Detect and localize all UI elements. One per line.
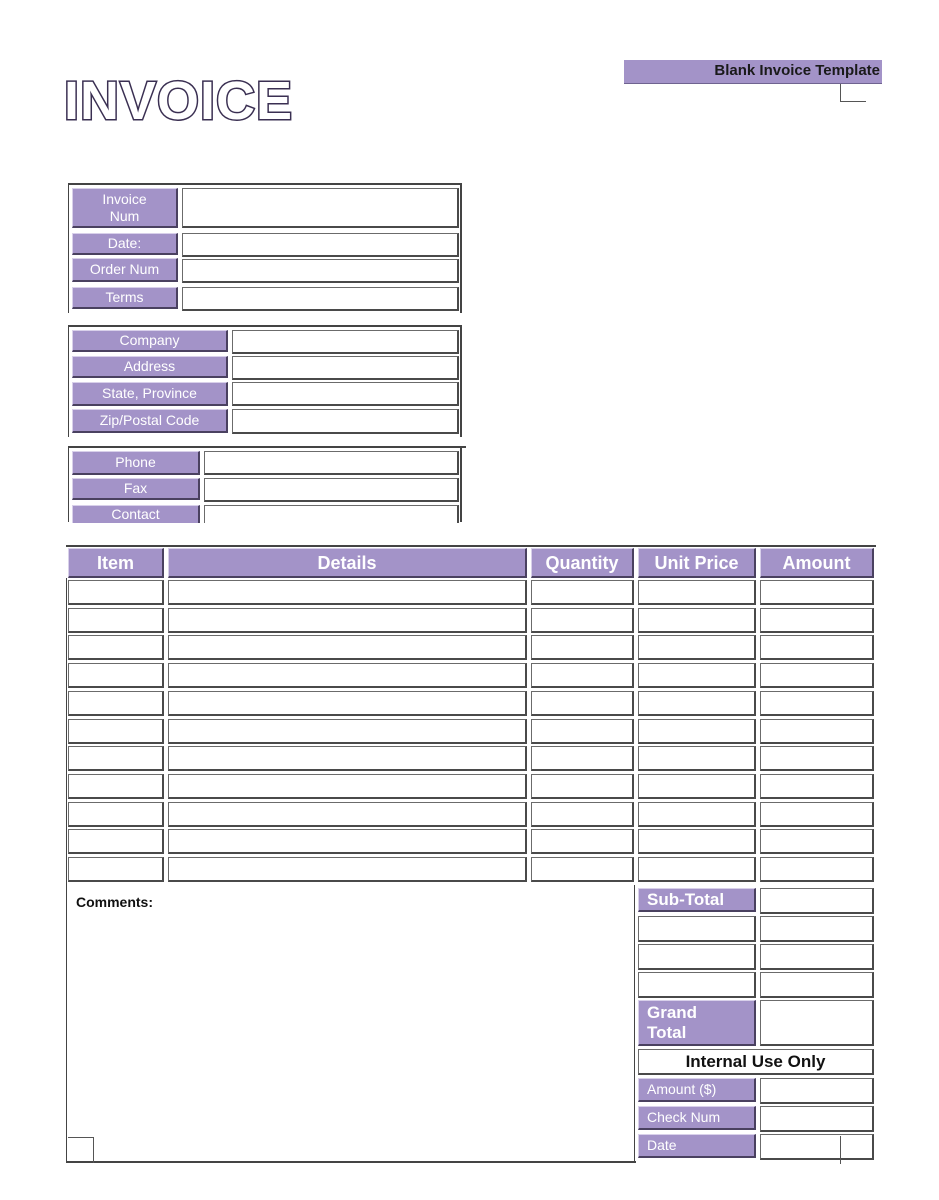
group-divider [68,446,69,522]
fax-label: Fax [72,478,200,500]
comments-bottom-border [66,1161,636,1163]
group-divider [68,325,69,437]
phone-field[interactable] [204,451,459,475]
unit-price-cell[interactable] [638,829,756,854]
amount-cell[interactable] [760,580,874,605]
company-label: Company [72,330,228,352]
details-cell[interactable] [168,857,527,882]
amount-cell[interactable] [760,746,874,771]
amount-cell[interactable] [760,608,874,633]
group-divider [68,183,69,313]
order-num-label: Order Num [72,258,178,282]
unit-price-cell[interactable] [638,857,756,882]
quantity-cell[interactable] [531,608,634,633]
quantity-cell[interactable] [531,857,634,882]
amount-cell[interactable] [760,829,874,854]
details-cell[interactable] [168,829,527,854]
unit-price-cell[interactable] [638,663,756,688]
check-num-label: Check Num [638,1106,756,1130]
grand-total-field[interactable] [760,1000,874,1046]
details-cell[interactable] [168,719,527,744]
extra-label-field-2[interactable] [638,972,756,998]
internal-amount-field[interactable] [760,1078,874,1104]
quantity-cell[interactable] [531,829,634,854]
invoice-num-label: Invoice Num [72,188,178,228]
template-label: Blank Invoice Template [624,60,882,84]
quantity-cell[interactable] [531,774,634,799]
comments-area[interactable] [70,914,630,1154]
details-cell[interactable] [168,608,527,633]
grand-total-label: Grand Total [638,1000,756,1046]
item-cell[interactable] [68,829,164,854]
state-province-field[interactable] [232,382,459,406]
group-divider [68,183,462,185]
quantity-cell[interactable] [531,635,634,660]
unit-price-cell[interactable] [638,802,756,827]
unit-price-cell[interactable] [638,774,756,799]
details-cell[interactable] [168,691,527,716]
amount-column-header: Amount [760,548,874,578]
zip-postal-label: Zip/Postal Code [72,409,228,433]
quantity-cell[interactable] [531,746,634,771]
quantity-cell[interactable] [531,691,634,716]
unit-price-cell[interactable] [638,580,756,605]
item-cell[interactable] [68,691,164,716]
corner-mark-bottom-right [840,1136,841,1164]
quantity-cell[interactable] [531,719,634,744]
invoice-num-field[interactable] [182,188,459,228]
item-cell[interactable] [68,719,164,744]
group-divider [460,325,462,437]
contact-label: Contact [72,505,200,523]
phone-label: Phone [72,451,200,475]
table-top-border [66,545,876,547]
item-column-header: Item [68,548,164,578]
group-divider [68,446,466,448]
address-label: Address [72,356,228,378]
unit-price-cell[interactable] [638,608,756,633]
unit-price-cell[interactable] [638,719,756,744]
internal-amount-label: Amount ($) [638,1078,756,1102]
corner-mark-top [840,84,866,102]
item-cell[interactable] [68,608,164,633]
date-label: Date: [72,233,178,255]
date-field[interactable] [182,233,459,257]
extra-label-field-1[interactable] [638,944,756,970]
unit-price-column-header: Unit Price [638,548,756,578]
details-cell[interactable] [168,580,527,605]
unit-price-cell[interactable] [638,691,756,716]
item-cell[interactable] [68,663,164,688]
item-cell[interactable] [68,774,164,799]
state-province-label: State, Province [72,382,228,406]
group-divider [460,183,462,313]
check-num-field[interactable] [760,1106,874,1132]
extra-value-field-2[interactable] [760,972,874,998]
tax-label-field[interactable] [638,916,756,942]
comments-left-border [66,578,67,1163]
details-cell[interactable] [168,774,527,799]
tax-value-field[interactable] [760,916,874,942]
amount-cell[interactable] [760,857,874,882]
amount-cell[interactable] [760,635,874,660]
sub-total-field[interactable] [760,888,874,914]
group-divider [460,446,462,522]
amount-cell[interactable] [760,774,874,799]
page-title: INVOICE [64,71,294,131]
quantity-cell[interactable] [531,802,634,827]
quantity-cell[interactable] [531,580,634,605]
order-num-field[interactable] [182,259,459,283]
details-cell[interactable] [168,663,527,688]
item-cell[interactable] [68,580,164,605]
company-field[interactable] [232,330,459,354]
amount-cell[interactable] [760,691,874,716]
item-cell[interactable] [68,857,164,882]
internal-use-heading: Internal Use Only [638,1049,874,1075]
fax-field[interactable] [204,478,459,502]
quantity-cell[interactable] [531,663,634,688]
details-cell[interactable] [168,635,527,660]
terms-label: Terms [72,287,178,309]
group-divider [68,325,462,327]
details-cell[interactable] [168,802,527,827]
zip-postal-field[interactable] [232,409,459,434]
amount-cell[interactable] [760,719,874,744]
unit-price-cell[interactable] [638,746,756,771]
comments-right-border [634,885,635,1163]
quantity-column-header: Quantity [531,548,634,578]
amount-cell[interactable] [760,663,874,688]
internal-date-field[interactable] [760,1134,874,1160]
terms-field[interactable] [182,287,459,311]
details-cell[interactable] [168,746,527,771]
amount-cell[interactable] [760,802,874,827]
internal-date-label: Date [638,1134,756,1158]
contact-field[interactable] [204,505,459,523]
item-cell[interactable] [68,635,164,660]
extra-value-field-1[interactable] [760,944,874,970]
comments-label: Comments: [76,894,154,910]
sub-total-label: Sub-Total [638,888,756,912]
item-cell[interactable] [68,802,164,827]
item-cell[interactable] [68,746,164,771]
address-field[interactable] [232,356,459,380]
details-column-header: Details [168,548,527,578]
unit-price-cell[interactable] [638,635,756,660]
